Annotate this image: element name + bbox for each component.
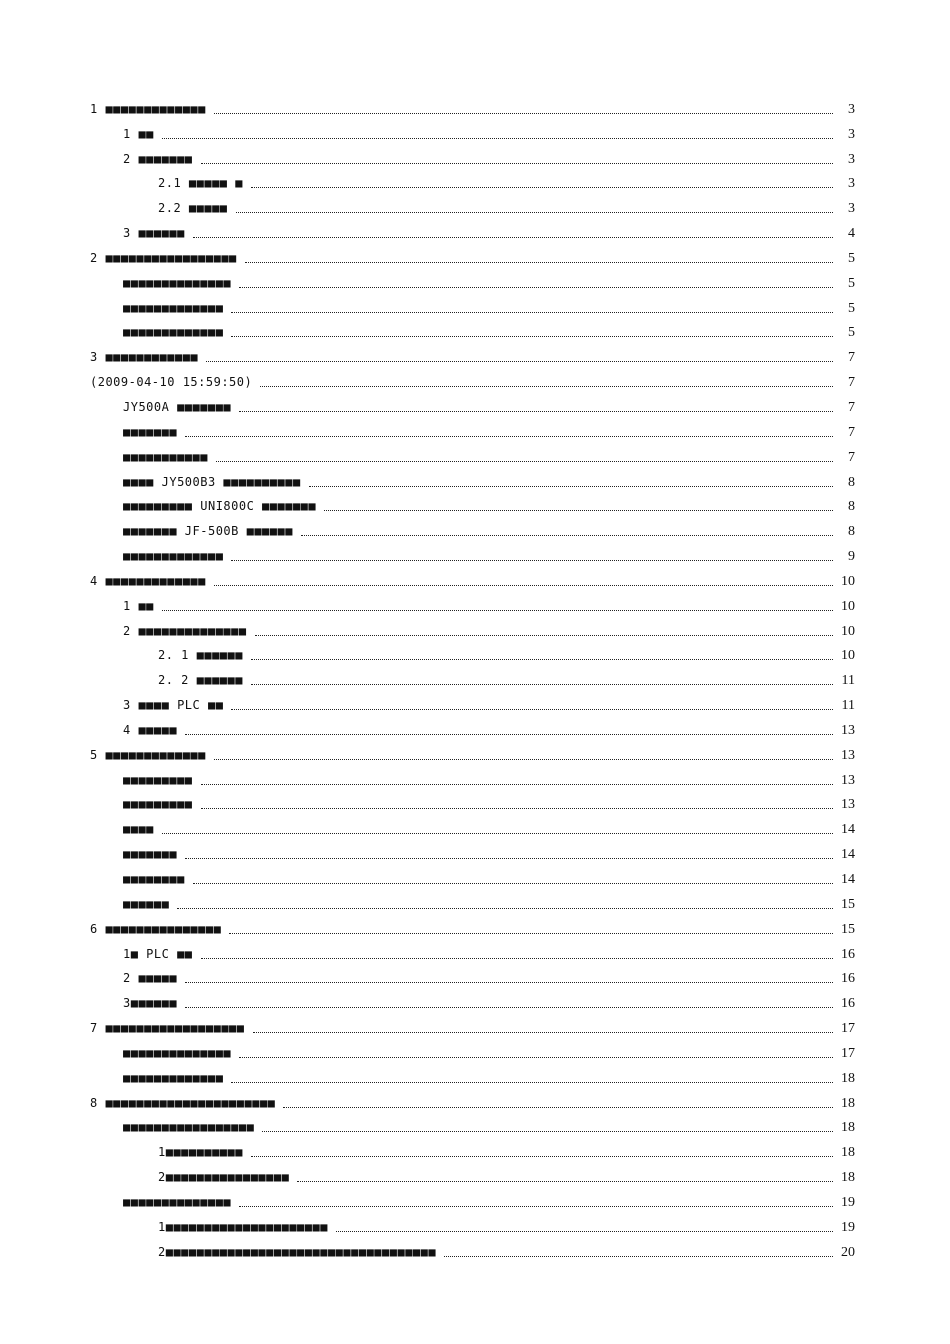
- toc-entry[interactable]: [90, 92, 855, 117]
- toc-entry-title: ■■■■■■■■■■■■■■: [123, 1045, 232, 1060]
- toc-entry-page-number: 16: [841, 971, 855, 987]
- toc-entry-page-number: 19: [841, 1194, 855, 1210]
- toc-entry-page-number: 15: [841, 896, 855, 912]
- toc-entry[interactable]: [90, 912, 855, 937]
- toc-entry-title: 3■■■■■■: [123, 996, 178, 1011]
- toc-entry-page-number: 20: [841, 1244, 855, 1260]
- toc-entry-page-number: 3: [848, 151, 855, 167]
- toc-entry-page-number: 17: [841, 1045, 855, 1061]
- dot-leader: [162, 137, 833, 139]
- toc-entry-title: ■■■■ JY500B3 ■■■■■■■■■■: [123, 474, 301, 489]
- toc-entry[interactable]: [90, 589, 855, 614]
- toc-entry[interactable]: [90, 713, 855, 738]
- toc-entry[interactable]: [90, 937, 855, 962]
- toc-entry-page-number: 14: [841, 847, 855, 863]
- dot-leader: [301, 534, 833, 536]
- toc-entry[interactable]: [90, 986, 855, 1011]
- toc-entry-page-number: 13: [841, 772, 855, 788]
- toc-entry-title: ■■■■■■■: [123, 847, 178, 862]
- toc-entry-title: 2 ■■■■■■■■■■■■■■■■■: [90, 250, 237, 265]
- toc-entry-page-number: 5: [848, 275, 855, 291]
- toc-entry[interactable]: [90, 812, 855, 837]
- toc-entry-page-number: 8: [848, 499, 855, 515]
- toc-entry-title: 2 ■■■■■: [123, 971, 178, 986]
- toc-entry[interactable]: [90, 490, 855, 515]
- dot-leader: [239, 1056, 833, 1058]
- dot-leader: [253, 1031, 834, 1033]
- toc-entry-page-number: 13: [841, 747, 855, 763]
- dot-leader: [231, 708, 833, 710]
- toc-entry-title: ■■■■■■■■■: [123, 797, 193, 812]
- dot-leader: [216, 460, 833, 462]
- toc-entry-page-number: 13: [841, 722, 855, 738]
- toc-entry[interactable]: [90, 291, 855, 316]
- toc-entry-title: 7 ■■■■■■■■■■■■■■■■■■: [90, 1021, 245, 1036]
- toc-entry[interactable]: [90, 887, 855, 912]
- dot-leader: [185, 733, 833, 735]
- toc-entry-title: ■■■■■■■■■■■■■■■■■: [123, 1120, 255, 1135]
- toc-entry-page-number: 13: [841, 797, 855, 813]
- toc-entry[interactable]: [90, 1036, 855, 1061]
- toc-entry[interactable]: [90, 1061, 855, 1086]
- toc-entry-page-number: 14: [841, 822, 855, 838]
- toc-entry[interactable]: [90, 465, 855, 490]
- toc-entry[interactable]: [90, 1235, 855, 1260]
- toc-entry-title: 3 ■■■■■■■■■■■■: [90, 350, 199, 365]
- toc-entry-page-number: 19: [841, 1219, 855, 1235]
- toc-entry[interactable]: [90, 1185, 855, 1210]
- dot-leader: [324, 509, 833, 511]
- toc-entry-title: 3 ■■■■■■: [123, 226, 185, 241]
- toc-entry[interactable]: [90, 167, 855, 192]
- dot-leader: [251, 186, 833, 188]
- toc-entry[interactable]: [90, 862, 855, 887]
- toc-entry-title: 2 ■■■■■■■■■■■■■■: [123, 623, 247, 638]
- toc-entry[interactable]: [90, 216, 855, 241]
- toc-entry-page-number: 10: [841, 598, 855, 614]
- toc-entry-title: 1■ PLC ■■: [123, 946, 193, 961]
- dot-leader: [231, 311, 833, 313]
- toc-entry-title: 2■■■■■■■■■■■■■■■■■■■■■■■■■■■■■■■■■■■: [158, 1244, 437, 1259]
- toc-entry[interactable]: [90, 688, 855, 713]
- toc-entry[interactable]: [90, 1160, 855, 1185]
- dot-leader: [251, 1155, 833, 1157]
- dot-leader: [162, 609, 833, 611]
- toc-entry[interactable]: [90, 191, 855, 216]
- toc-entry[interactable]: [90, 117, 855, 142]
- toc-entry[interactable]: [90, 539, 855, 564]
- dot-leader: [260, 385, 833, 387]
- dot-leader: [185, 1006, 833, 1008]
- toc-entry-page-number: 8: [848, 474, 855, 490]
- dot-leader: [214, 758, 833, 760]
- dot-leader: [251, 658, 833, 660]
- toc-entry-title: 1 ■■■■■■■■■■■■■: [90, 101, 206, 116]
- toc-entry-title: ■■■■■■■■■ UNI800C ■■■■■■■: [123, 499, 317, 514]
- toc-entry[interactable]: [90, 1135, 855, 1160]
- toc-entry-page-number: 11: [841, 698, 855, 714]
- dot-leader: [231, 335, 833, 337]
- toc-entry-page-number: 3: [848, 101, 855, 117]
- toc-entry-page-number: 17: [841, 1021, 855, 1037]
- dot-leader: [229, 932, 833, 934]
- table-of-contents: [90, 92, 855, 1260]
- toc-entry-page-number: 9: [848, 549, 855, 565]
- toc-entry[interactable]: [90, 962, 855, 987]
- dot-leader: [297, 1180, 833, 1182]
- dot-leader: [193, 236, 833, 238]
- dot-leader: [239, 286, 833, 288]
- dot-leader: [231, 559, 833, 561]
- toc-entry-page-number: 7: [848, 399, 855, 415]
- toc-entry[interactable]: [90, 390, 855, 415]
- toc-entry-title: ■■■■■■■■■: [123, 772, 193, 787]
- toc-entry[interactable]: [90, 142, 855, 167]
- dot-leader: [185, 981, 833, 983]
- dot-leader: [201, 957, 833, 959]
- toc-entry-page-number: 10: [841, 623, 855, 639]
- dot-leader: [444, 1255, 833, 1257]
- toc-entry-title: ■■■■■■■: [123, 424, 178, 439]
- dot-leader: [201, 783, 833, 785]
- toc-entry-title: ■■■■■■■■■■■■■■: [123, 1194, 232, 1209]
- toc-entry[interactable]: [90, 415, 855, 440]
- toc-entry[interactable]: [90, 763, 855, 788]
- toc-entry-title: ■■■■■■■■■■■■■: [123, 300, 224, 315]
- toc-entry-title: 1■■■■■■■■■■■■■■■■■■■■■: [158, 1219, 328, 1234]
- toc-entry-title: ■■■■■■■■■■■: [123, 449, 208, 464]
- toc-entry-page-number: 15: [841, 921, 855, 937]
- toc-entry[interactable]: [90, 440, 855, 465]
- dot-leader: [177, 907, 833, 909]
- toc-entry-title: ■■■■■■■■■■■■■■: [123, 275, 232, 290]
- dot-leader: [214, 584, 833, 586]
- dot-leader: [251, 683, 833, 685]
- toc-entry-page-number: 7: [848, 449, 855, 465]
- toc-entry-page-number: 10: [841, 648, 855, 664]
- dot-leader: [214, 112, 833, 114]
- toc-entry[interactable]: [90, 241, 855, 266]
- toc-entry-page-number: 8: [848, 524, 855, 540]
- dot-leader: [236, 211, 833, 213]
- toc-entry-page-number: 18: [841, 1145, 855, 1161]
- toc-entry-page-number: 4: [848, 226, 855, 242]
- dot-leader: [309, 485, 833, 487]
- toc-entry[interactable]: [90, 837, 855, 862]
- toc-entry[interactable]: [90, 1011, 855, 1036]
- toc-entry[interactable]: [90, 1210, 855, 1235]
- toc-entry[interactable]: [90, 1086, 855, 1111]
- toc-entry-title: (2009-04-10 15:59:50): [90, 375, 253, 390]
- toc-entry-title: ■■■■■■: [123, 896, 170, 911]
- dot-leader: [283, 1106, 833, 1108]
- toc-entry-title: 4 ■■■■■■■■■■■■■: [90, 573, 206, 588]
- dot-leader: [239, 410, 833, 412]
- dot-leader: [162, 832, 833, 834]
- toc-entry-page-number: 18: [841, 1070, 855, 1086]
- toc-entry-page-number: 5: [848, 300, 855, 316]
- dot-leader: [245, 261, 833, 263]
- toc-entry-title: ■■■■■■■ JF-500B ■■■■■■: [123, 524, 293, 539]
- toc-entry-title: 2.2 ■■■■■: [158, 201, 228, 216]
- dot-leader: [336, 1230, 833, 1232]
- toc-entry-title: ■■■■: [123, 822, 154, 837]
- toc-entry-title: ■■■■■■■■: [123, 872, 185, 886]
- toc-entry-title: 6 ■■■■■■■■■■■■■■■: [90, 921, 222, 936]
- toc-entry-title: 5 ■■■■■■■■■■■■■: [90, 747, 206, 762]
- toc-entry-title: 3 ■■■■ PLC ■■: [123, 698, 224, 713]
- toc-entry-page-number: 5: [848, 250, 855, 266]
- toc-entry[interactable]: [90, 738, 855, 763]
- toc-entry[interactable]: [90, 1111, 855, 1136]
- toc-entry[interactable]: [90, 365, 855, 390]
- toc-entry-title: 2. 1 ■■■■■■: [158, 648, 243, 663]
- toc-entry-title: 1■■■■■■■■■■: [158, 1145, 243, 1160]
- toc-entry-title: 8 ■■■■■■■■■■■■■■■■■■■■■■: [90, 1095, 276, 1110]
- dot-leader: [201, 162, 833, 164]
- toc-entry-title: ■■■■■■■■■■■■■: [123, 325, 224, 340]
- toc-entry-title: JY500A ■■■■■■■: [123, 399, 232, 414]
- toc-entry-title: ■■■■■■■■■■■■■: [123, 549, 224, 564]
- toc-entry-title: 1 ■■: [123, 598, 154, 613]
- toc-entry-page-number: 7: [848, 375, 855, 391]
- toc-entry[interactable]: [90, 564, 855, 589]
- toc-entry-title: 2. 2 ■■■■■■: [158, 673, 243, 688]
- toc-entry-page-number: 5: [848, 325, 855, 341]
- toc-entry[interactable]: [90, 788, 855, 813]
- toc-entry-page-number: 7: [848, 424, 855, 440]
- toc-entry-title: 4 ■■■■■: [123, 722, 178, 737]
- toc-entry[interactable]: [90, 614, 855, 639]
- dot-leader: [255, 634, 833, 636]
- dot-leader: [262, 1130, 833, 1132]
- dot-leader: [193, 882, 833, 884]
- dot-leader: [206, 360, 833, 362]
- dot-leader: [185, 435, 833, 437]
- toc-entry-title: 2■■■■■■■■■■■■■■■■: [158, 1170, 290, 1185]
- toc-entry-title: 1 ■■: [123, 126, 154, 141]
- toc-entry-title: ■■■■■■■■■■■■■: [123, 1070, 224, 1085]
- toc-entry-page-number: 10: [841, 573, 855, 589]
- dot-leader: [185, 857, 833, 859]
- toc-entry-page-number: 18: [841, 1170, 855, 1186]
- toc-entry-page-number: 3: [848, 201, 855, 217]
- toc-entry-title: 2.1 ■■■■■ ■: [158, 176, 243, 191]
- toc-entry-page-number: 18: [841, 1120, 855, 1136]
- toc-entry[interactable]: [90, 514, 855, 539]
- dot-leader: [239, 1205, 833, 1207]
- toc-entry[interactable]: [90, 340, 855, 365]
- toc-entry-page-number: 11: [841, 673, 855, 689]
- toc-entry-page-number: 16: [841, 946, 855, 962]
- toc-entry-title: 2 ■■■■■■■: [123, 151, 193, 166]
- toc-entry-page-number: 18: [841, 1095, 855, 1111]
- toc-entry-page-number: 7: [848, 350, 855, 366]
- toc-entry[interactable]: [90, 316, 855, 341]
- toc-entry-page-number: 14: [841, 872, 855, 887]
- dot-leader: [201, 807, 833, 809]
- toc-entry[interactable]: [90, 663, 855, 688]
- toc-entry[interactable]: [90, 639, 855, 664]
- toc-entry[interactable]: [90, 266, 855, 291]
- toc-entry-page-number: 3: [848, 126, 855, 142]
- toc-entry-page-number: 16: [841, 996, 855, 1012]
- dot-leader: [231, 1081, 833, 1083]
- toc-entry-page-number: 3: [848, 176, 855, 192]
